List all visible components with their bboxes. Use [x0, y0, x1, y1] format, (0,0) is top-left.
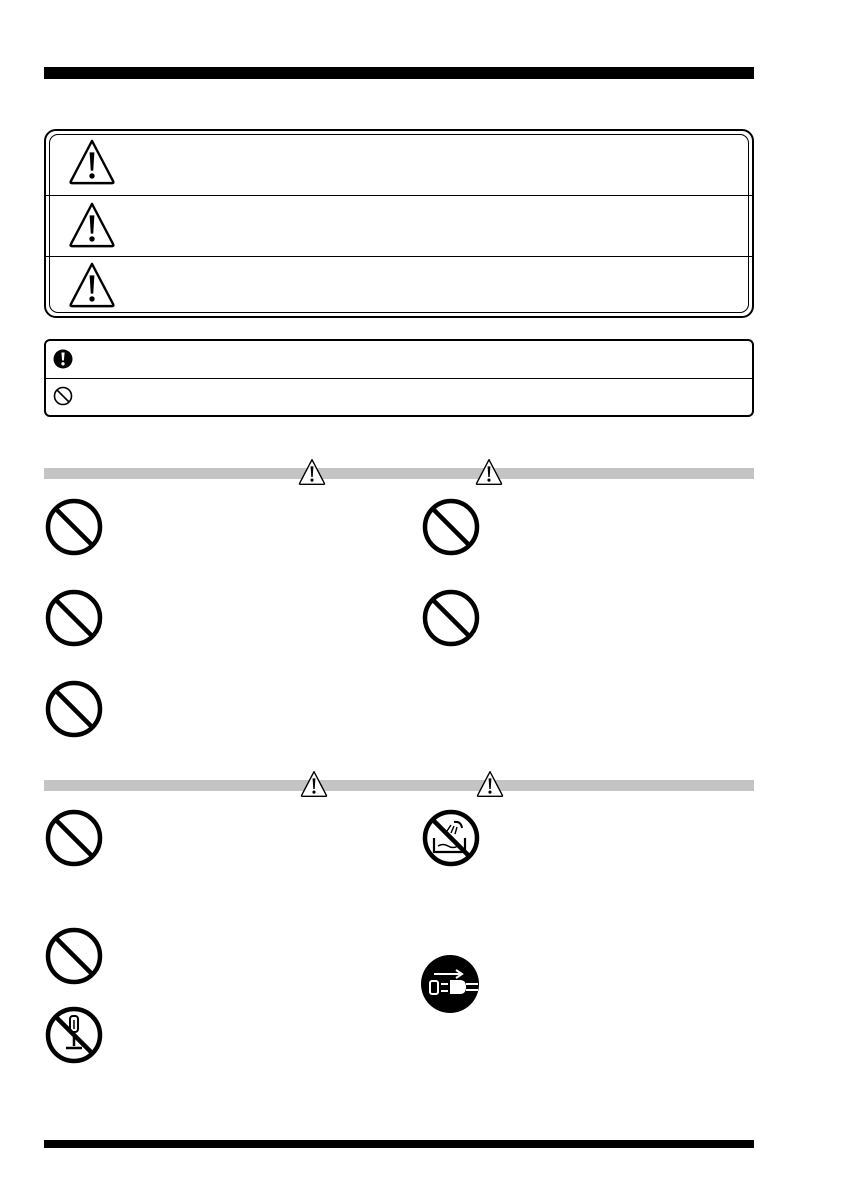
prohibition-icon [44, 926, 104, 986]
prohibition-icon [421, 588, 481, 648]
no-water-exposure-icon [421, 808, 481, 868]
prohibition-icon [44, 679, 104, 739]
unplug-power-icon [420, 954, 480, 1014]
prohibition-icon [421, 497, 481, 557]
section-rule [44, 780, 754, 791]
prohibition-icon [44, 588, 104, 648]
hazard-level-legend [44, 129, 754, 318]
prohibition-icon [44, 497, 104, 557]
warning-triangle-icon [68, 201, 116, 249]
no-disassembly-icon [44, 1004, 104, 1066]
warning-triangle-icon [297, 458, 327, 486]
prohibition-icon [53, 386, 73, 406]
header-rule [44, 67, 754, 79]
warning-triangle-icon [474, 458, 504, 486]
prohibition-icon [44, 808, 104, 868]
section-rule [44, 468, 754, 479]
mandatory-action-icon [53, 349, 73, 369]
footer-rule [44, 1140, 754, 1148]
symbol-legend [44, 339, 754, 417]
warning-triangle-icon [68, 261, 116, 309]
warning-triangle-icon [299, 770, 329, 798]
warning-triangle-icon [475, 770, 505, 798]
warning-triangle-icon [68, 138, 116, 186]
